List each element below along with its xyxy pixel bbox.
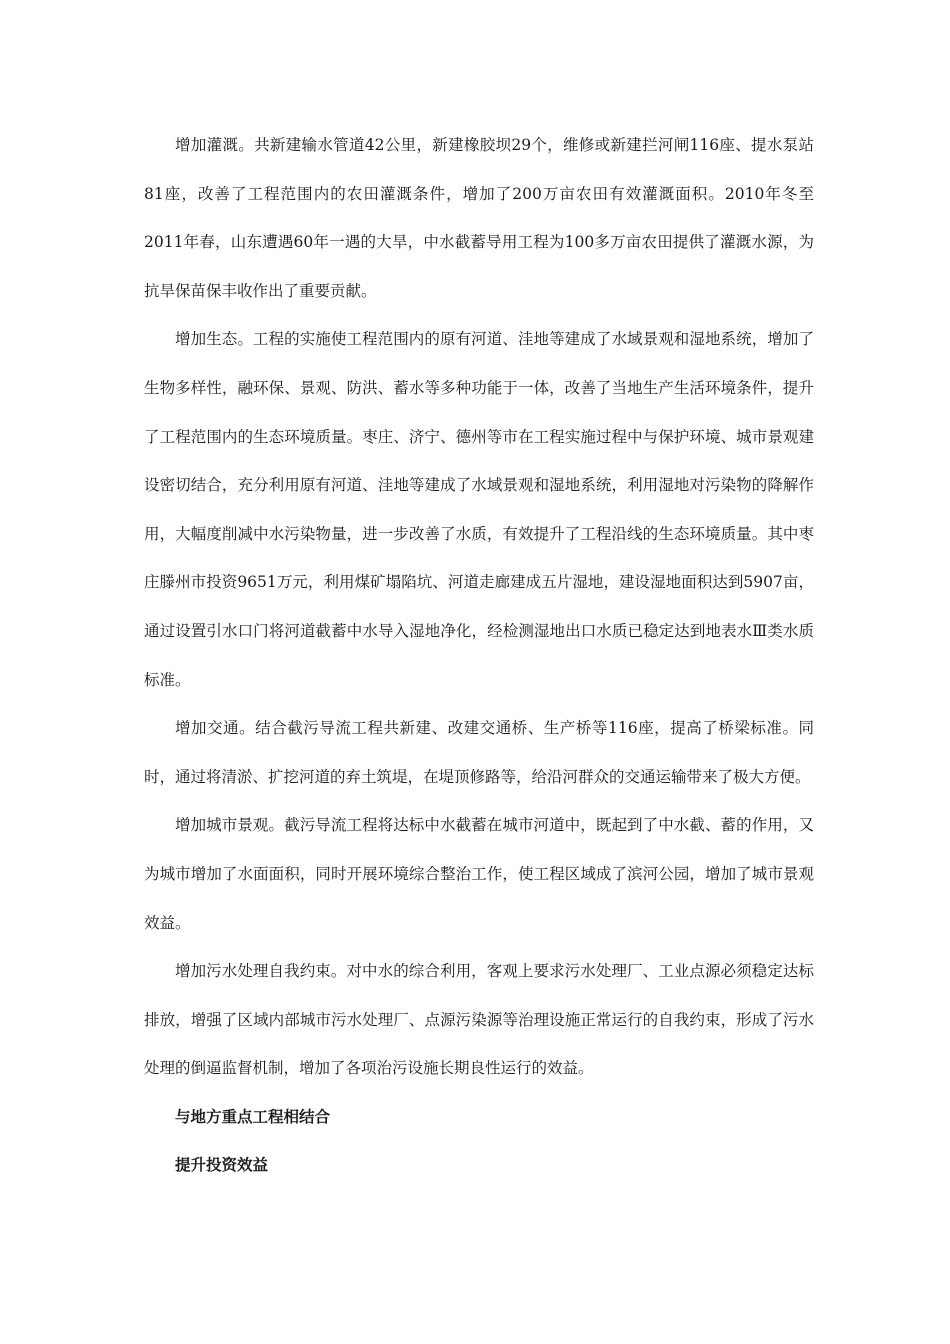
paragraph-city-landscape: 增加城市景观。截污导流工程将达标中水截蓄在城市河道中，既起到了中水截、蓄的作用，又为城市增加了水面面积，同时开展环境综合整治工作，使工程区域成了滨河公园，增加了城市景观效益。 [144,816,814,932]
section-heading-investment-benefit: 提升投资效益 [175,1155,269,1175]
document-body [144,121,814,1190]
paragraph-transport: 增加交通。结合截污导流工程共新建、改建交通桥、生产桥等116座，提高了桥梁标准。同时，通过将清淤、扩挖河道的弃土筑堤，在堤顶修路等，给沿河群众的交通运输带来了极大方便。 [144,719,814,786]
paragraph-self-constraint: 增加污水处理自我约束。对中水的综合利用，客观上要求污水处理厂、工业点源必须稳定达标排放，增强了区域内部城市污水处理厂、点源污染源等治理设施正常运行的自我约束，形成了污水处理的倒逼监督机制，增加了各项治污设施长期良性运行的效益。 [144,962,814,1078]
paragraph-irrigation: 增加灌溉。共新建输水管道42公里，新建橡胶坝29个，维修或新建拦河闸116座、提水泵站81座，改善了工程范围内的农田灌溉条件，增加了200万亩农田有效灌溉面积。2010年冬至2011年春，山东遭遇60年一遇的大旱，中水截蓄导用工程为100多万亩农田提供了灌溉水源，为抗旱保苗保丰收作出了重要贡献。 [144,136,814,300]
paragraph-ecology: 增加生态。工程的实施使工程范围内的原有河道、洼地等建成了水域景观和湿地系统，增加了生物多样性，融环保、景观、防洪、蓄水等多种功能于一体，改善了当地生产生活环境条件，提升了工程范围内的生态环境质量。枣庄、济宁、德州等市在工程实施过程中与保护环境、城市景观建设密切结合，充分利用原有河道、洼地等建成了水域景观和湿地系统，利用湿地对污染物的降解作用，大幅度削减中水污染物量，进一步改善了水质，有效提升了工程沿线的生态环境质量。其中枣庄滕州市投资9651万元，利用煤矿塌陷坑、河道走廊建成五片湿地，建设湿地面积达到5907亩，通过设置引水口门将河道截蓄中水导入湿地净化，经检测湿地出口水质已稳定达到地表水Ⅲ类水质标准。 [144,330,814,689]
section-heading-local-projects: 与地方重点工程相结合 [175,1106,331,1126]
